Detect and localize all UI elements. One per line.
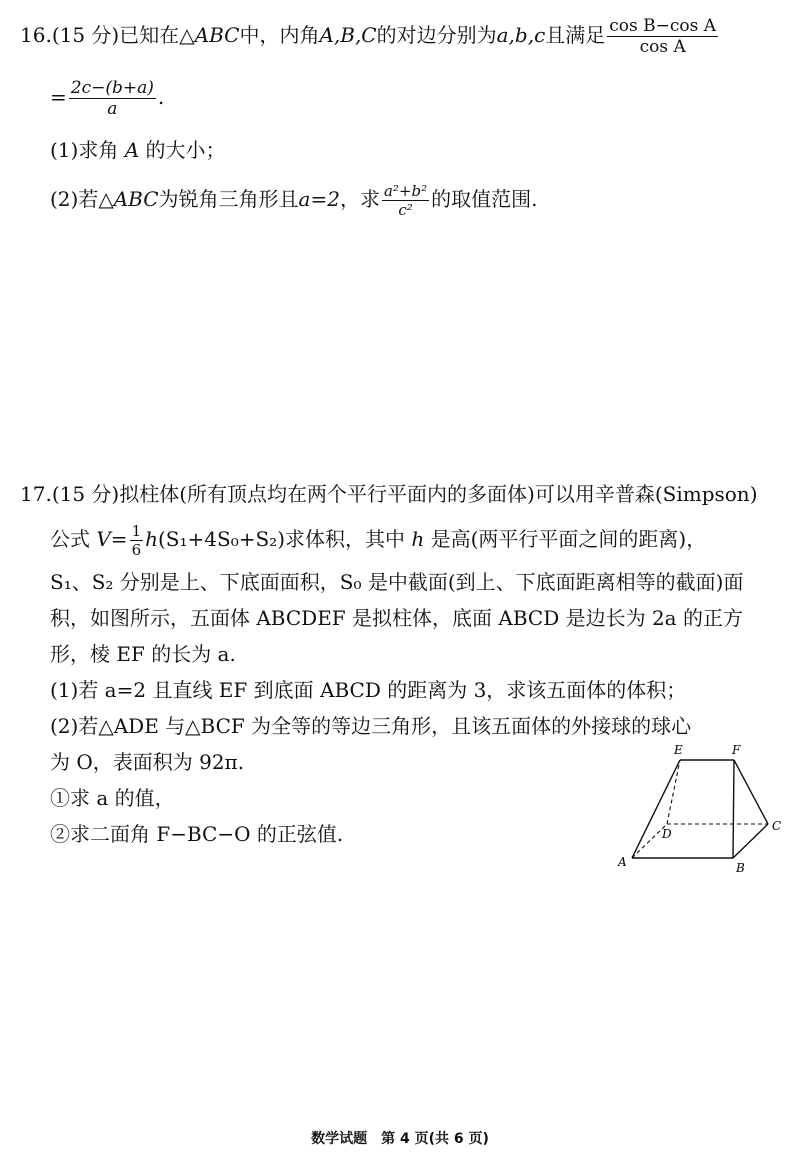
q17-formula-v: V=	[96, 527, 128, 551]
q16-stem-a: 已知在△	[119, 23, 195, 47]
q16-stem-b: 中，内角	[239, 23, 320, 47]
q17-line4: 积，如图所示，五面体 ABCDEF 是拟柱体，底面 ABCD 是边长为 2a 的正方	[50, 606, 743, 630]
q17-score: (15 分)	[51, 482, 120, 506]
equals-sign: =	[50, 85, 67, 109]
q16-p2-a: (2)若△	[50, 187, 114, 211]
frac-denominator: a	[107, 99, 118, 119]
q16-p1-end: 的大小；	[145, 138, 226, 162]
q17-sub2: ②求二面角 F−BC−O 的正弦值.	[50, 822, 344, 846]
q17-number: 17.	[20, 482, 52, 506]
q17-part2-a: (2)若△ADE 与△BCF 为全等的等边三角形，且该五面体的外接球的球心	[50, 714, 692, 738]
q16-line1	[20, 16, 720, 57]
q17-part1: (1)若 a=2 且直线 EF 到底面 ABCD 的距离为 3，求该五面体的体积；	[50, 678, 687, 702]
frac-denominator: 6	[131, 541, 142, 559]
frac-denominator: cos A	[639, 37, 686, 57]
edge-bf	[733, 760, 734, 858]
q17-line3: S₁、S₂ 分别是上、下底面面积，S₀ 是中截面(到上、下底面距离相等的截面)面	[50, 570, 744, 594]
q16-p2-c: ，求	[339, 187, 380, 211]
q16-p1-var: A	[124, 138, 140, 162]
q16-p2-b: 为锐角三角形且	[158, 187, 299, 211]
q16-fraction-cos	[607, 16, 718, 57]
frac-numerator: cos B−cos A	[609, 16, 717, 36]
q16-p2-cond: a=2	[298, 187, 340, 211]
q17-line2-c: 是高(两平行平面之间的距离)，	[430, 527, 707, 551]
frac-numerator: 2c−(b+a)	[70, 78, 154, 98]
q17-part2-b: 为 O，表面积为 92π.	[50, 750, 245, 774]
label-b: B	[736, 861, 745, 875]
q16-angles: A,B,C	[319, 23, 377, 47]
edge-bc	[733, 824, 768, 858]
frac-numerator: 1	[131, 522, 142, 540]
q16-p2-triangle: ABC	[113, 187, 159, 211]
label-f: F	[732, 743, 741, 757]
period: .	[157, 85, 165, 109]
q16-p1-text: (1)求角	[50, 138, 119, 162]
edge-de-hidden	[667, 760, 680, 824]
q17-line1-text: 拟柱体(所有顶点均在两个平行平面内的多面体)可以用辛普森(Simpson)	[119, 482, 758, 506]
q17-h-var: h	[411, 527, 425, 551]
page-footer: 数学试题 第 4 页(共 6 页)	[311, 1131, 489, 1147]
q16-triangle: ABC	[194, 23, 240, 47]
q16-fraction-sides	[69, 78, 156, 119]
q17-fraction-one-sixth	[130, 522, 144, 559]
pentahedron-figure	[610, 740, 800, 880]
q16-stem-c: 的对边分别为	[376, 23, 497, 47]
label-c: C	[772, 819, 782, 833]
label-a: A	[618, 855, 627, 869]
label-d: D	[662, 827, 672, 841]
frac-denominator: c²	[398, 201, 413, 219]
edge-cf	[734, 760, 768, 824]
q17-line2-b: (S₁+4S₀+S₂)求体积，其中	[158, 527, 406, 551]
label-e: E	[674, 743, 683, 757]
q16-score: (15 分)	[51, 23, 120, 47]
q17-formula-h: h	[145, 527, 158, 551]
q16-part1	[50, 136, 226, 164]
q16-fraction-squares	[382, 182, 429, 219]
q16-line2	[50, 78, 164, 119]
q17-line2-a: 公式	[50, 527, 90, 551]
q16-part2	[50, 182, 537, 219]
q16-number: 16.	[20, 23, 52, 47]
q16-sides: a,b,c	[496, 23, 546, 47]
q17-line1	[20, 480, 758, 508]
frac-numerator: a²+b²	[383, 182, 428, 200]
edge-ae	[632, 760, 680, 858]
q16-stem-d: 且满足	[545, 23, 606, 47]
q17-sub1: ①求 a 的值，	[50, 786, 175, 810]
q16-p2-end: 的取值范围.	[431, 187, 538, 211]
q17-line5: 形，棱 EF 的长为 a.	[50, 642, 236, 666]
q17-line2	[50, 522, 706, 559]
